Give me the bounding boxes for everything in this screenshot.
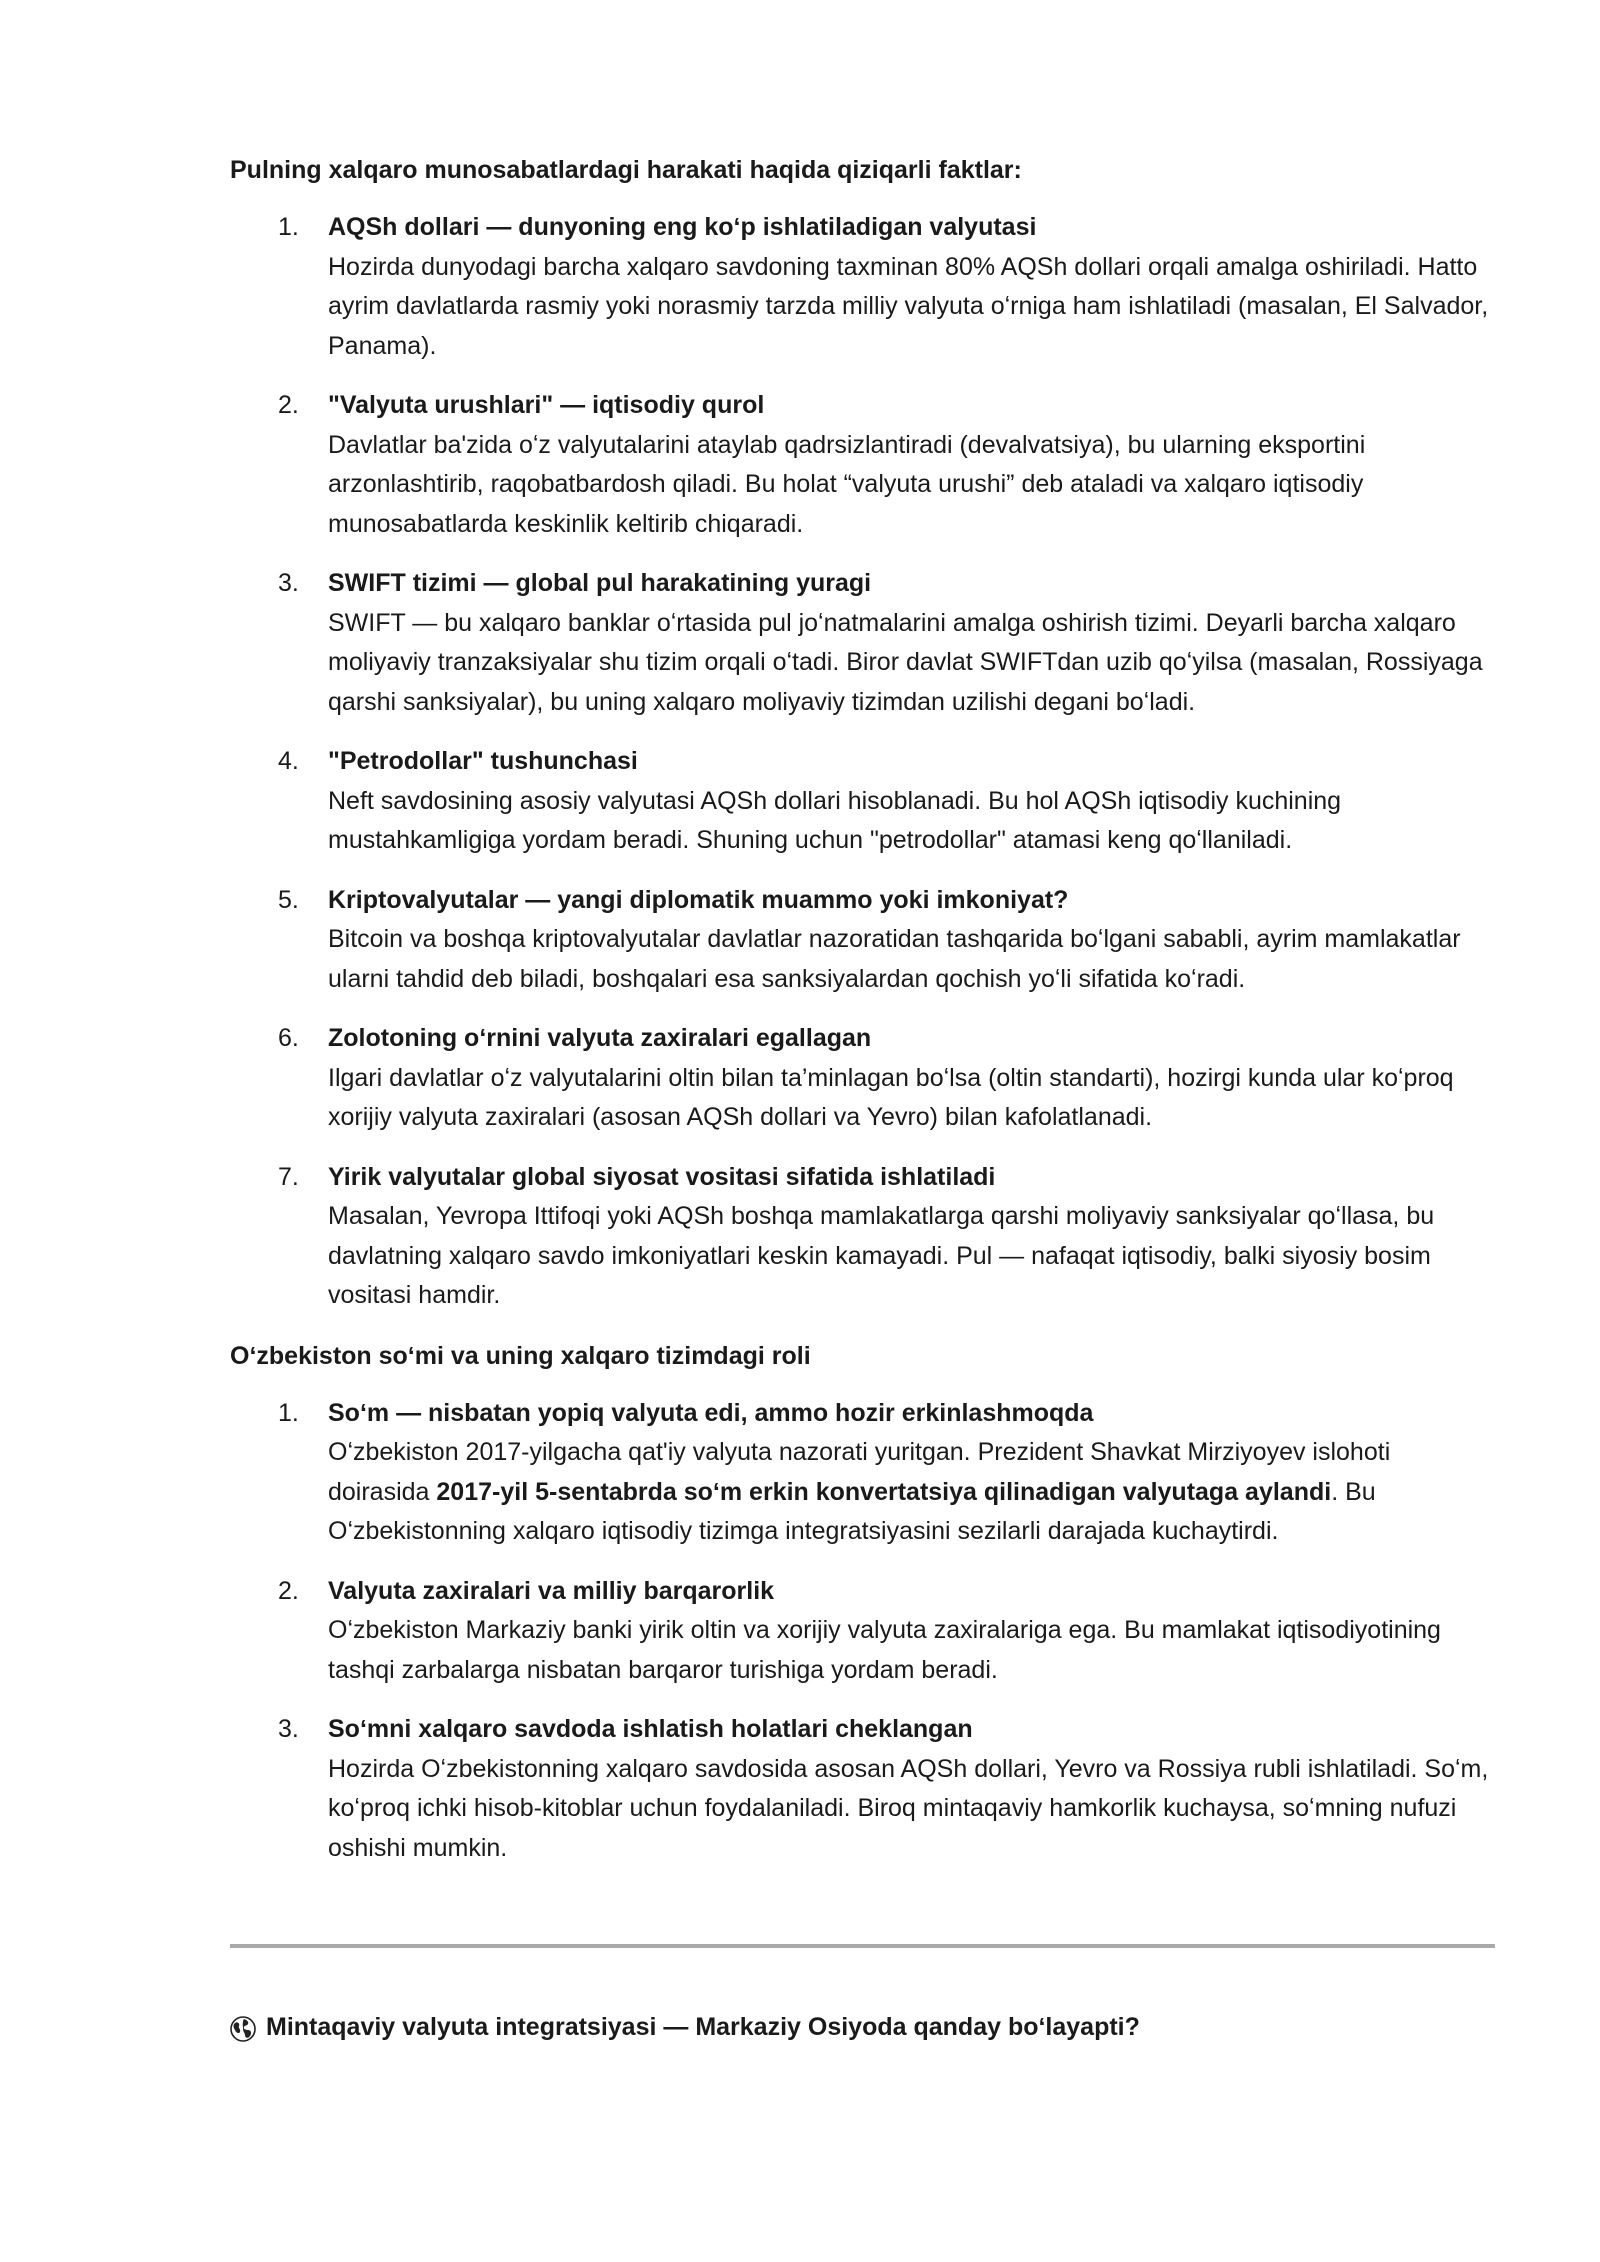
next-section-heading-text: Mintaqaviy valyuta integratsiyasi — Markaziy Osiyoda qanday boʻlayapti?	[266, 2013, 1140, 2041]
list-number: 2.	[278, 1576, 299, 1605]
facts-list	[230, 208, 1495, 1316]
item-body: Masalan, Yevropa Ittifoqi yoki AQSh boshqa mamlakatlarga qarshi moliyaviy sanksiyalar qoʻllasa, bu davlatning xalqaro savdo imkoniyatlari keskin kamayadi. Pul — nafaqat iqtisodiy, balki siyosiy bosim vositasi hamdir.	[328, 1202, 1435, 1309]
list-item	[230, 1019, 1495, 1138]
section-heading-facts: Pulning xalqaro munosabatlardagi harakati haqida qiziqarli faktlar:	[230, 156, 1022, 184]
item-body: Oʻzbekiston Markaziy banki yirik oltin va xorijiy valyuta zaxiralariga ega. Bu mamlakat iqtisodiyotining tashqi zarbalarga nisbatan barqaror turishiga yordam beradi.	[328, 1616, 1441, 1684]
item-body: Bitcoin va boshqa kriptovalyutalar davlatlar nazoratidan tashqarida boʻlgani sababli, ayrim mamlakatlar ularni tahdid deb biladi, boshqalari esa sanksiyalardan qochish yoʻli sifatida koʻradi.	[328, 925, 1461, 993]
item-title: "Petrodollar" tushunchasi	[328, 747, 638, 775]
list-number: 6.	[278, 1024, 299, 1052]
list-item	[230, 881, 1495, 1000]
item-title: Soʻmni xalqaro savdoda ishlatish holatlari cheklangan	[328, 1715, 973, 1743]
next-section-heading	[230, 2007, 1140, 2047]
list-number: 2.	[278, 391, 299, 419]
list-number: 3.	[278, 1715, 299, 1743]
list-number: 7.	[278, 1162, 299, 1191]
horizontal-divider	[230, 1944, 1495, 1948]
list-item	[230, 1710, 1495, 1868]
item-title: Yirik valyutalar global siyosat vositasi sifatida ishlatiladi	[328, 1162, 996, 1191]
body-bold-text: 2017-yil 5-sentabrda soʻm erkin konvertatsiya qilinadigan valyutaga aylandi	[436, 1477, 1332, 1506]
body-text: Oʻzbekiston 2017-yilgacha qat'iy valyuta nazorati yuritgan. Prezident Shavkat Mirziyoyev islohoti doirasida	[328, 1438, 1391, 1506]
list-number: 4.	[278, 747, 299, 775]
list-item	[230, 1572, 1495, 1691]
item-body: Neft savdosining asosiy valyutasi AQSh dollari hisoblanadi. Bu hol AQSh iqtisodiy kuchining mustahkamligiga yordam beradi. Shuning uchun "petrodollar" atamasi keng qoʻllaniladi.	[328, 786, 1342, 854]
item-title: Kriptovalyutalar — yangi diplomatik muammo yoki imkoniyat?	[328, 885, 1069, 914]
list-number: 1.	[278, 1398, 299, 1427]
list-item	[230, 1394, 1495, 1552]
item-title: Valyuta zaxiralari va milliy barqarorlik	[328, 1576, 775, 1605]
item-body: Davlatlar ba'zida oʻz valyutalarini ataylab qadrsizlantiradi (devalvatsiya), bu ularning eksportini arzonlashtirib, raqobatbardosh qiladi. Bu holat “valyuta urushi” deb ataladi va xalqaro iqtisodiy munosabatlarda keskinlik keltirib chiqaradi.	[328, 430, 1366, 538]
list-number: 1.	[278, 213, 299, 241]
list-item	[230, 386, 1495, 544]
list-item	[230, 1158, 1495, 1316]
globe-icon	[230, 2014, 256, 2040]
body-text: . Bu Oʻzbekistonning xalqaro iqtisodiy tizimga integratsiyasini sezilarli darajada kuchaytirdi.	[328, 1477, 1376, 1545]
item-body: Hozirda Oʻzbekistonning xalqaro savdosida asosan AQSh dollari, Yevro va Rossiya rubli ishlatiladi. Soʻm, koʻproq ichki hisob-kitoblar uchun foydalaniladi. Biroq mintaqaviy hamkorlik kuchaysa, soʻmning nufuzi oshishi mumkin.	[328, 1754, 1489, 1862]
item-body: Hozirda dunyodagi barcha xalqaro savdoning taxminan 80% AQSh dollari orqali amalga oshiriladi. Hatto ayrim davlatlarda rasmiy yoki norasmiy tarzda milliy valyuta oʻrniga ham ishlatiladi (masalan, El Salvador, Panama).	[328, 252, 1489, 360]
list-item	[230, 564, 1495, 722]
item-body	[328, 1433, 1495, 1552]
list-item	[230, 208, 1495, 366]
list-item	[230, 742, 1495, 861]
item-title: "Valyuta urushlari" — iqtisodiy qurol	[328, 391, 765, 419]
item-title: AQSh dollari — dunyoning eng koʻp ishlatiladigan valyutasi	[328, 213, 1037, 241]
document-content	[230, 150, 1495, 1888]
item-title: SWIFT tizimi — global pul harakatining yuragi	[328, 569, 872, 597]
item-body: SWIFT — bu xalqaro banklar oʻrtasida pul joʻnatmalarini amalga oshirish tizimi. Deyarli barcha xalqaro moliyaviy tranzaksiyalar shu tizim orqali oʻtadi. Biror davlat SWIFTdan uzib qoʻyilsa (masalan, Rossiyaga qarshi sanksiyalar), bu uning xalqaro moliyaviy tizimdan uzilishi degani boʻladi.	[328, 608, 1483, 716]
item-body: Ilgari davlatlar oʻz valyutalarini oltin bilan ta’minlagan boʻlsa (oltin standarti), hozirgi kunda ular koʻproq xorijiy valyuta zaxiralari (asosan AQSh dollari va Yevro) bilan kafolatlanadi.	[328, 1063, 1454, 1131]
list-number: 5.	[278, 885, 299, 914]
item-title: Zolotoning oʻrnini valyuta zaxiralari egallagan	[328, 1024, 872, 1052]
section-heading-uzbekistan: Oʻzbekiston soʻmi va uning xalqaro tizimdagi roli	[230, 1341, 811, 1370]
uzbekistan-list	[230, 1394, 1495, 1869]
item-title: Soʻm — nisbatan yopiq valyuta edi, ammo hozir erkinlashmoqda	[328, 1398, 1094, 1427]
list-number: 3.	[278, 569, 299, 597]
